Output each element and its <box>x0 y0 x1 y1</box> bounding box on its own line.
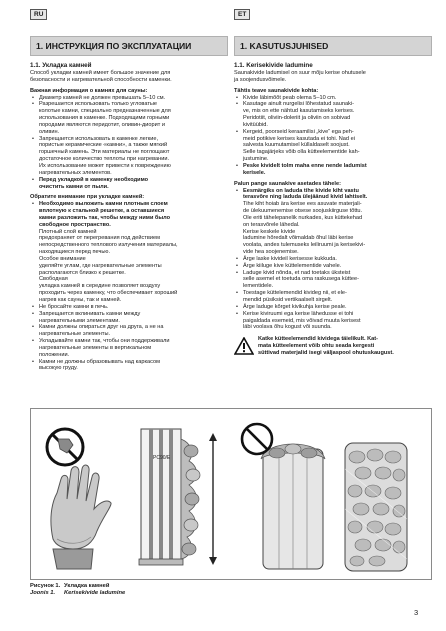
list-item <box>30 201 228 304</box>
list-line: породами являются перидотит, оливин-диорит и <box>39 121 166 128</box>
list-line: paigaldada esemeid, mis võivad muuta kerisest <box>243 317 361 324</box>
list-item <box>234 95 432 102</box>
list-item <box>234 188 432 256</box>
list-item <box>234 304 432 311</box>
list-line: • Диаметр камней не должен превышать 5–10 см. <box>39 94 166 101</box>
list-line: kerisele. <box>243 169 266 176</box>
list-line: пористые керамические «камни», а также мягкий <box>39 142 168 149</box>
caption-text-ru: Укладка камней <box>64 583 110 589</box>
important-list-et <box>234 95 432 177</box>
placement-title-et: Palun pange saunakive asetades tähele: <box>234 180 341 187</box>
list-line: salvesta kuumutamisel küllaldaselt soojust. <box>243 142 350 149</box>
list-line: непосредственного теплового излучения материалы, <box>39 242 178 249</box>
list-line: горшечный камень. Эти материалы не поглощают <box>39 149 170 156</box>
list-line: Свободная <box>39 276 68 283</box>
list-line: • Разрешается использовать только угловатые <box>39 101 158 108</box>
chapter-heading-ru: 1. ИНСТРУКЦИЯ ПО ЭКСПЛУАТАЦИИ <box>30 36 228 56</box>
list-item <box>234 129 432 163</box>
list-line: • Peske kividelt tolm maha enne nende ladumist <box>243 162 367 169</box>
caption-label-et: Joonis 1. <box>30 590 56 596</box>
text-line: ja soojendusvõimele. <box>234 76 287 83</box>
gloved-hand-icon <box>51 465 111 569</box>
list-line: ve, mis on ette nähtud kasutamiseks kerises. <box>243 108 355 115</box>
list-line: • Laduge kivid nõnda, et nad toetaks üksteist <box>243 269 351 276</box>
text-line: безопасности и нагревательной способности каменки. <box>30 76 172 83</box>
placement-title-ru: Обратите внимание при укладке камней: <box>30 194 145 201</box>
list-item <box>234 290 432 304</box>
list-line: de ülekuumenemise otsese soojuskiirguse tõttu. <box>243 208 363 215</box>
warning-triangle-icon <box>234 337 254 355</box>
list-line: камни разложить так, чтобы между ними было <box>39 214 171 221</box>
list-line: • Камни не должны образовывать над каркасом <box>39 358 160 365</box>
column-ru <box>30 36 228 372</box>
list-line: уделяйте углам, где нагревательные элементы <box>39 262 162 269</box>
list-item <box>30 324 228 338</box>
list-line: нагревательные элементы. <box>39 331 111 338</box>
list-item <box>30 95 228 102</box>
list-item <box>30 311 228 325</box>
list-line: • Kerise kiviruumi ega kerise lähedusse ei tohi <box>243 310 354 317</box>
list-line: • Запрещается вклинивать камни между <box>39 310 141 317</box>
list-line: высокую груду. <box>39 365 78 372</box>
list-item <box>234 311 432 332</box>
list-item <box>30 338 228 359</box>
caption-et <box>30 590 125 597</box>
list-line: Особое внимание <box>39 255 86 262</box>
list-line: достаточное количество теплоты при нагревании. <box>39 156 170 163</box>
list-line: ladumine hõredalt võimaldab õhul läbi kerise <box>243 235 354 242</box>
list-item <box>30 304 228 311</box>
caption-text-et: Kerisekivide ladumine <box>64 590 126 596</box>
list-item <box>234 256 432 263</box>
intro-et <box>234 70 432 84</box>
warning-line: süttivad materjalid isegi väljaspool ohutuskaugust. <box>258 349 394 356</box>
column-et <box>234 36 432 357</box>
list-line: находящиеся перед печью. <box>39 249 111 256</box>
list-line: предохраняет от перегревания под действием <box>39 235 160 242</box>
list-item <box>234 263 432 270</box>
list-line: • Ärge kiiluge kive küttelementide vahele. <box>243 262 342 269</box>
list-line: нагревательные элементы в вертикальном <box>39 344 152 351</box>
list-line: justumine. <box>243 156 269 163</box>
list-line: Ole eriti tähelepanelik nurkades, kus küttekehad <box>243 214 363 221</box>
placement-list-ru <box>30 201 228 372</box>
list-line: Tihe kiht hoiab ära kerise ees asuvate materjali- <box>243 201 362 208</box>
list-line: meid potikive kerises kasutada ei tohi. Nad ei <box>243 135 355 142</box>
list-line: mendid püsiksid vertikaalselt sirgelt. <box>243 297 333 303</box>
heater-correct-stones <box>345 443 407 571</box>
page-number: 3 <box>414 608 419 617</box>
important-title-et: Tähtis teave saunakivide kohta: <box>234 87 319 94</box>
list-line: Плотный слой камней <box>39 228 97 235</box>
list-line: очистить камни от пыли. <box>39 183 109 190</box>
heater-overfilled <box>242 424 325 569</box>
list-item <box>234 270 432 291</box>
heater-side-view <box>139 429 217 565</box>
list-line: оливин. <box>39 128 60 135</box>
list-line: • Запрещается использовать в каменке легкие, <box>39 135 158 142</box>
list-line: • Toestage küttelemendid kivideg nii, et ele- <box>243 290 347 297</box>
list-line: • Перед укладкой в каменку необходимо <box>39 176 149 183</box>
warning-line: Katke kütteelemendid kividega täielikult. Kat- <box>258 336 378 343</box>
list-line: • Ärge laske kivideil kerisesse kukkuda. <box>243 255 337 262</box>
language-tag-ru: RU <box>30 9 47 20</box>
list-line: нагревательными элементами. <box>39 317 120 324</box>
list-line: • Ärge laduge kõrget kivikuhja kerise peale. <box>243 303 347 310</box>
list-line: вплотную к стальной решетке, а оставшиеся <box>39 208 165 215</box>
list-line: нагревательных элементов. <box>39 169 112 176</box>
list-line: укладка камней в середине позволяет воздуху <box>39 283 161 290</box>
list-line: • Камни должны опираться друг на друга, а не на <box>39 324 164 331</box>
language-tag-et: ET <box>234 9 250 20</box>
list-line: • Kergeid, poorseid keraamilisi „kive“ ega peh- <box>243 128 354 135</box>
list-line: • Необходимо выложить камни плотным слоем <box>39 201 168 208</box>
list-item <box>234 101 432 128</box>
list-line: положении. <box>39 351 70 358</box>
warning-text <box>258 336 394 357</box>
list-line: • Укладывайте камни так, чтобы они поддерживали <box>39 338 170 345</box>
text-line: Saunakivide ladumisel on suur mõju kerise ohutusele <box>234 70 366 76</box>
list-line: использования в каменке. Подходящими горными <box>39 115 170 122</box>
prohibition-sign-icon <box>47 429 83 465</box>
chapter-heading-et: 1. KASUTUSJUHISED <box>234 36 432 56</box>
text-line: Способ укладки камней имеет большое значение для <box>30 70 171 76</box>
heater-model-label: PC90/E <box>153 455 171 461</box>
list-line: располагаются близко к решетке. <box>39 269 126 276</box>
list-line: vide hea soojenemise. <box>243 249 299 256</box>
list-line: terasvõre ning laduda ülejäänud kivid lahtiselt. <box>243 194 368 201</box>
list-line: • Не бросайте камни в печь. <box>39 303 109 310</box>
warning-line: mata kütteelement võib ohtu seada kergesti <box>258 343 375 350</box>
section-title-et: 1.1. Kerisekivide ladumine <box>234 62 313 69</box>
figure-caption <box>30 583 125 597</box>
list-line: проходить через каменку, что обеспечивает хороший <box>39 290 178 297</box>
list-line: kivitüübid. <box>243 121 268 128</box>
list-line: lementidele. <box>243 283 274 290</box>
section-title-ru: 1.1. Укладка камней <box>30 62 92 69</box>
list-line: Их использование может привести к повреждению <box>39 162 171 169</box>
important-title-ru: Важная информация о камнях для сауны: <box>30 87 148 94</box>
list-line: • Kivide läbimõõt peab olema 5–10 cm. <box>243 94 337 101</box>
list-line: • Eesmärgiks on laduda tihe kivide kiht vastu <box>243 187 359 194</box>
list-line: колотые камни, специально предназначенные для <box>39 108 171 115</box>
list-line: läbi voolava õhu kogust või suunda. <box>243 324 332 331</box>
list-line: нагрев как сауны, так и камней. <box>39 297 122 303</box>
caption-ru <box>30 583 125 590</box>
list-line: on terasvõrele lähedal. <box>243 221 300 228</box>
list-line: selle asemel et toetuda oma raskusega küttee- <box>243 276 359 283</box>
figure-illustration <box>31 409 433 581</box>
list-item <box>30 359 228 373</box>
list-item <box>234 163 432 177</box>
list-line: свободное пространство. <box>39 221 111 228</box>
list-item <box>30 136 228 177</box>
intro-ru <box>30 70 228 84</box>
list-line: • Kasutage ainult nurgelisi lõhestatud saunaki- <box>243 101 355 108</box>
list-line: Selle tagajärjeks võib olla kütteelementide kah- <box>243 149 360 156</box>
important-list-ru <box>30 95 228 191</box>
list-line: voolata, andes tulemuseks leiliruumi ja kerisekivi- <box>243 242 366 249</box>
list-line: Peridotiit, oliviin-doleriit ja oliviin on sobivad <box>243 115 351 122</box>
list-item <box>30 177 228 191</box>
list-line: Kerise keskele kivide <box>243 228 296 235</box>
list-item <box>30 101 228 135</box>
caption-label-ru: Рисунок 1. <box>30 583 61 589</box>
warning-note <box>234 336 432 357</box>
placement-list-et <box>234 188 432 332</box>
figure-stone-placement <box>30 408 432 580</box>
